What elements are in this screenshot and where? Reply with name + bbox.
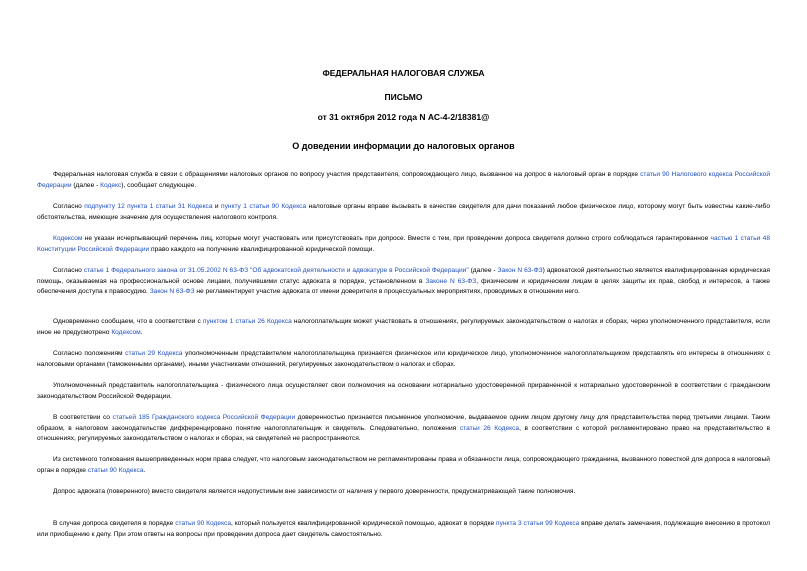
paragraph-text: Одновременно сообщаем, что в соответствии с	[53, 318, 203, 325]
agency-heading: ФЕДЕРАЛЬНАЯ НАЛОГОВАЯ СЛУЖБА	[322, 68, 485, 78]
legal-reference-link[interactable]: Кодексом	[111, 328, 141, 336]
paragraph-text: , в соответствии с которой регламентировано право на представительство в отношениях, регулируемых законодательством о налогах и сборах, на свидетелей не распространяются.	[37, 424, 770, 443]
paragraph-text: и	[212, 203, 221, 210]
legal-reference-link[interactable]: Кодекс	[100, 181, 122, 189]
body-paragraph	[37, 170, 770, 191]
body-paragraph	[37, 266, 770, 298]
paragraph-text: .	[140, 328, 143, 336]
legal-reference-link[interactable]: пункта 3 статьи 99 Кодекса	[496, 520, 580, 527]
legal-reference-link[interactable]: Закон N 63-ФЗ	[497, 267, 543, 274]
body-paragraph	[37, 455, 770, 476]
paragraph-text: Из системного толкования вышеприведенных норм права следует, что налоговым законодательством не регламентированы права и обязанности лица, сопровождающего гражданина, вызванного повесткой для допроса в налоговый орган в порядке	[37, 456, 770, 474]
body-paragraph	[37, 349, 770, 370]
paragraph-text: , который пользуется квалифицированной юридической помощью, адвокат в порядке	[231, 520, 496, 527]
body-paragraph	[37, 519, 770, 540]
body-paragraph	[37, 234, 770, 255]
paragraph-text: Допрос адвоката (поверенного) вместо свидетеля является недопустимым вне зависимости от наличия у первого доверенности, предусматривающей такие полномочия.	[53, 488, 576, 495]
paragraph-text: доверенностью признается письменное уполномочие, выдаваемое одним лицом другому лицу для представительства перед третьими лицами. Таким образом, в налоговом законодательстве дифференцировано понятие налогоплательщик и свидетель. Следовательно, положения	[37, 414, 770, 432]
legal-reference-link[interactable]: статьи 29 Кодекса	[125, 350, 183, 357]
legal-reference-link[interactable]: Законе N 63-ФЗ	[425, 277, 477, 285]
legal-reference-link[interactable]: статьей 185 Гражданского кодекса Российской Федерации	[112, 414, 296, 421]
paragraph-text: В соответствии со	[53, 414, 113, 421]
legal-reference-link[interactable]: статьи 90 Кодекса	[87, 466, 144, 474]
paragraph-text: налоговые органы вправе вызывать в качестве свидетеля для дачи показаний любое физическое лицо, которому могут быть известны какие-либо обстоятельства, имеющие значение для осуществления налогового контроля.	[37, 203, 770, 221]
paragraph-text: .	[143, 466, 146, 474]
body-paragraph	[37, 487, 770, 498]
paragraph-text: ) адвокатской деятельностью является квалифицированная юридическая помощь, оказываемая на профессиональной основе лицами, получившими статус адвоката в порядке, установленном в	[37, 267, 770, 285]
paragraph-text: вправе делать замечания, подлежащие внесению в протокол или приобщению к делу. При этом ответы на вопросы при проведении допроса дает свидетель самостоятельно.	[37, 520, 771, 538]
paragraph-text: Согласно	[53, 267, 84, 274]
paragraph-text: Уполномоченный представитель налогоплательщика - физического лица осуществляет свои полномочия на основании нотариально удостоверенной приравненной к нотариально удостоверенной в соответствии с гражданским законодательством Российской Федерации.	[37, 382, 770, 400]
paragraph-text: право каждого на получение квалифицированной юридической помощи.	[149, 245, 375, 253]
legal-reference-link[interactable]: статье 1 Федерального закона от 31.05.2002 N 63-ФЗ "Об адвокатской деятельности и адвокатуре в Российской Федерации"	[83, 267, 469, 274]
paragraph-text: Федеральная налоговая служба в связи с обращениями налоговых органов по вопросу участия представителя, сопровождающего лицо, вызванное на допрос в налоговый орган в порядке	[53, 171, 641, 178]
paragraph-text: ), сообщает следующее.	[121, 181, 197, 189]
document-type-heading: ПИСЬМО	[384, 92, 423, 102]
body-paragraph	[37, 202, 770, 223]
subject-heading: О доведении информации до налоговых органов	[292, 141, 515, 151]
legal-reference-link[interactable]: частью 1 статьи 48 Конституции Российской Федерации	[37, 235, 770, 253]
paragraph-text: (далее -	[71, 181, 101, 189]
legal-reference-link[interactable]: Кодексом	[53, 235, 83, 242]
paragraph-text: Согласно	[53, 203, 85, 210]
legal-reference-link[interactable]: подпункту 12 пункта 1 статьи 31 Кодекса	[84, 203, 213, 210]
paragraph-text: В случае допроса свидетеля в порядке	[53, 520, 176, 527]
legal-reference-link[interactable]: статьи 90 Кодекса	[175, 520, 231, 527]
paragraph-text: Согласно положениям	[53, 350, 126, 357]
legal-reference-link[interactable]: пункту 1 статьи 90 Кодекса	[221, 203, 307, 210]
body-paragraph	[37, 381, 770, 402]
paragraph-text: не регламентирует участие адвоката от имени доверителя в процессуальных мероприятиях, проводимых в отношении него.	[194, 288, 580, 296]
paragraph-text: налогоплательщик может участвовать в отношениях, регулируемых законодательством о налогах и сборах, через уполномоченного представителя, если иное не предусмотрено	[37, 318, 770, 336]
body-paragraph	[37, 413, 770, 445]
date-number-heading: от 31 октября 2012 года N АС-4-2/18381@	[317, 112, 490, 122]
legal-reference-link[interactable]: статьи 26 Кодекса	[459, 424, 520, 432]
paragraph-text: , физическим и юридическим лицам в целях защиты их прав, свобод и интересов, а также обеспечения доступа к правосудию.	[37, 277, 770, 296]
legal-reference-link[interactable]: статьи 90 Налогового кодекса Российской Федерации	[37, 171, 770, 189]
legal-reference-link[interactable]: пунктом 1 статьи 26 Кодекса	[202, 318, 292, 325]
paragraph-text: уполномоченным представителем налогоплательщика признается физическое или юридическое лицо, уполномоченное налогоплательщиком представлять его интересы в отношениях с налоговыми органами (таможенными органами), иными участниками отношений, регулируемых законодательством о налогах и сборах.	[37, 350, 770, 368]
body-paragraph	[37, 317, 770, 338]
legal-reference-link[interactable]: Закон N 63-ФЗ	[149, 288, 195, 296]
paragraph-text: (далее -	[468, 267, 498, 274]
paragraph-text: не указан исчерпывающий перечень лиц, которые могут участвовать или присутствовать при допросе. Вместе с тем, при проведении допроса свидетеля должно строго соблюдаться гарантированное	[82, 235, 711, 242]
